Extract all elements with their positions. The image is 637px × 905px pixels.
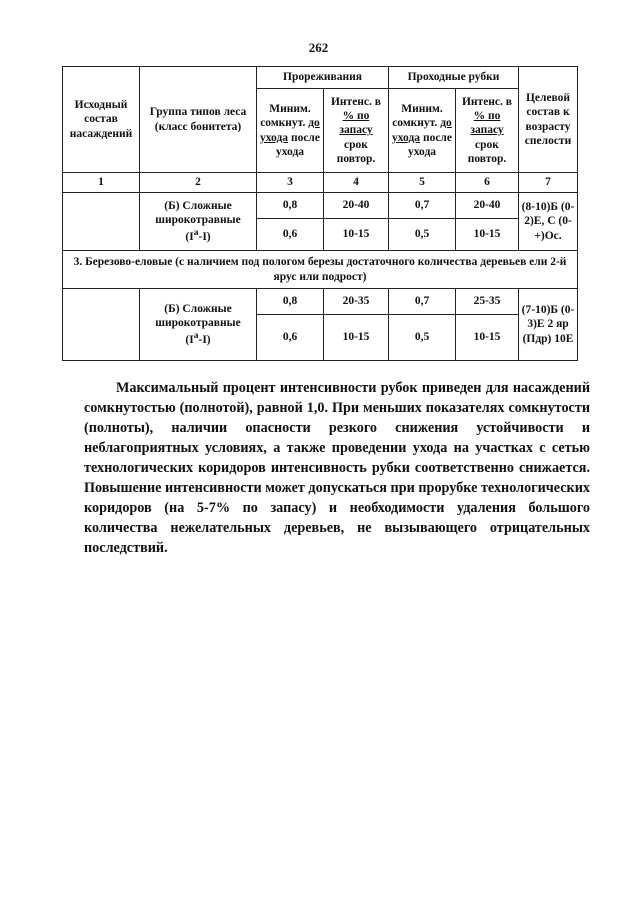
header-intensity-passage-a: Интенс. в (461, 95, 512, 108)
header-intensity-thinning-a: Интенс. в (330, 95, 381, 108)
body-paragraph: Максимальный процент интенсивности рубок приведен для насаждений сомкнутостью (полнотой), равной 1,0. При меньших показателях сомкнутости (полноты), наличии опасности резкого снижения устойчивости и неблагоприятных условиях, а также проведении ухода на участках с сетью технологических коридоров интенсивность рубки соответственно снижается. Повышение интенсивности может допускаться при прорубке технологических коридоров (на 5-7% по запасу) и необходимости удаления большого количества нежелательных деревьев, не вызывающего отрицательных последствий. (84, 380, 590, 556)
column-number-row (63, 173, 578, 193)
intensity-value: 10-15 (456, 315, 519, 361)
header-passage-cuts: Проходные рубки (389, 67, 519, 89)
table-row (63, 193, 578, 219)
column-number: 4 (324, 173, 389, 193)
header-min-closure-passage-c: после ухода (407, 131, 452, 158)
column-number: 2 (140, 173, 257, 193)
intensity-value: 20-40 (456, 193, 519, 219)
min-closure-value: 0,7 (389, 193, 456, 219)
forest-type-class: $(I^а-I)$ (185, 330, 211, 347)
page-number: 262 (308, 40, 329, 55)
min-closure-value: 0,6 (257, 219, 324, 251)
column-number: 6 (456, 173, 519, 193)
intensity-value: 20-40 (324, 193, 389, 219)
table-row (63, 289, 578, 315)
column-number: 5 (389, 173, 456, 193)
header-thinning: Прореживания (257, 67, 389, 89)
section-title: 3. Березово-еловые (с наличием под пологом березы достаточного количества деревьев ели 2-й ярус или подрост) (63, 251, 578, 289)
header-min-closure-passage-b: до ухода (392, 117, 452, 144)
forest-care-table (62, 66, 578, 361)
min-closure-value: 0,7 (389, 289, 456, 315)
min-closure-value: 0,8 (257, 193, 324, 219)
column-number: 3 (257, 173, 324, 193)
header-min-closure-thinning (257, 89, 324, 173)
header-min-closure-passage-a: Миним. сомкнут. (392, 102, 443, 130)
intensity-value: 25-35 (456, 289, 519, 315)
target-composition-cell: (7-10)Б (0-3)Е 2 яр (Пдр) 10Е (519, 289, 578, 361)
intensity-value: 10-15 (456, 219, 519, 251)
header-min-closure-thinning-a: Миним. сомкнут. (260, 102, 311, 130)
header-initial-composition: Исходный состав насаждений (63, 67, 140, 173)
min-closure-value: 0,6 (257, 315, 324, 361)
intensity-value: 10-15 (324, 219, 389, 251)
header-intensity-passage-b: % по запасу (470, 109, 504, 137)
header-min-closure-thinning-c: после ухода (275, 131, 320, 158)
header-intensity-passage (456, 89, 519, 173)
column-number: 1 (63, 173, 140, 193)
forest-type-cell (140, 193, 257, 251)
header-intensity-thinning (324, 89, 389, 173)
min-closure-value: 0,5 (389, 219, 456, 251)
min-closure-value: 0,5 (389, 315, 456, 361)
header-min-closure-passage (389, 89, 456, 173)
forest-type-cell (140, 289, 257, 361)
initial-composition-cell (63, 289, 140, 361)
header-intensity-thinning-c: срок повтор. (336, 138, 376, 166)
initial-composition-cell (63, 193, 140, 251)
min-closure-value: 0,8 (257, 289, 324, 315)
target-composition-cell: (8-10)Б (0-2)Е, С (0-+)Ос. (519, 193, 578, 251)
header-intensity-passage-c: срок повтор. (467, 138, 507, 166)
intensity-value: 10-15 (324, 315, 389, 361)
header-intensity-thinning-b: % по запасу (339, 109, 373, 137)
forest-type-name: (Б) Сложные широкотравные (155, 199, 241, 226)
forest-type-class: $(I^а-I)$ (185, 227, 211, 244)
forest-type-name: (Б) Сложные широкотравные (155, 302, 241, 329)
intensity-value: 20-35 (324, 289, 389, 315)
header-min-closure-thinning-b: до ухода (260, 117, 320, 144)
header-forest-type-group: Группа типов леса (класс бонитета) (140, 67, 257, 173)
section-title-row (63, 251, 578, 289)
header-row-1 (63, 67, 578, 89)
header-target-composition: Целевой состав к возрасту спелости (519, 67, 578, 173)
column-number: 7 (519, 173, 578, 193)
